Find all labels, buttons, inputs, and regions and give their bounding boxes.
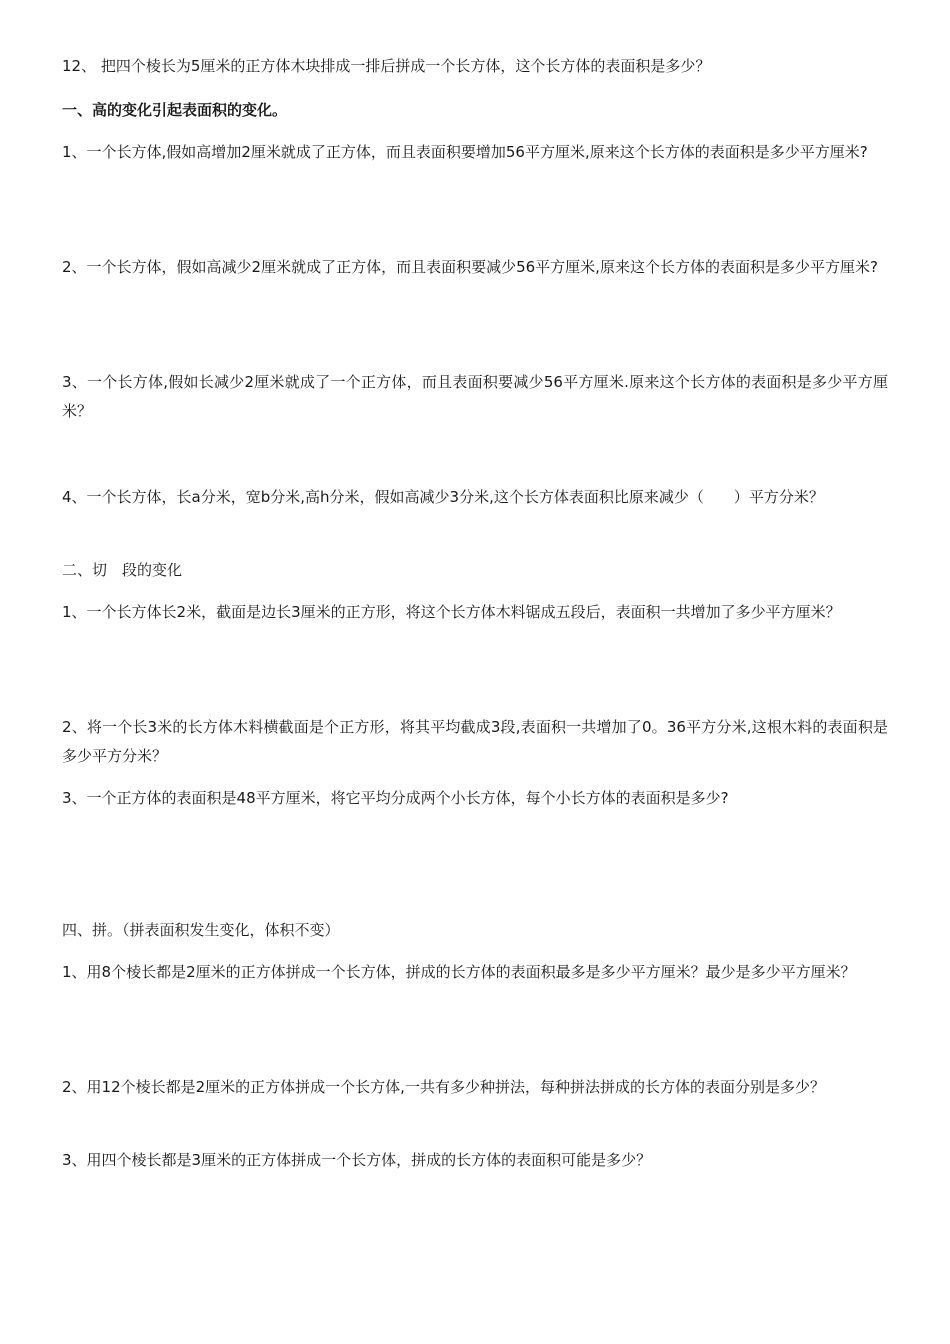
problem-height-1: 1、一个长方体,假如高增加2厘米就成了正方体，而且表面积要增加56平方厘米,原来这个长方体的表面积是多少平方厘米? bbox=[62, 143, 868, 161]
section-heading-height-change: 一、高的变化引起表面积的变化。 bbox=[62, 101, 288, 119]
section-heading-cut: 二、切 段的变化 bbox=[62, 561, 183, 579]
problem-join-1: 1、用8个棱长都是2厘米的正方体拼成一个长方体，拼成的长方体的表面积最多是多少平方厘米？最少是多少平方厘米？ bbox=[62, 963, 856, 981]
problem-join-3: 3、用四个棱长都是3厘米的正方体拼成一个长方体，拼成的长方体的表面积可能是多少？ bbox=[62, 1151, 652, 1169]
section-heading-join: 四、拼。（拼表面积发生变化，体积不变） bbox=[62, 921, 340, 939]
problem-height-2: 2、一个长方体，假如高减少2厘米就成了正方体，而且表面积要减少56平方厘米,原来这个长方体的表面积是多少平方厘米? bbox=[62, 258, 878, 276]
problem-cut-2: 2、将一个长3米的长方体木料横截面是个正方形，将其平均截成3段,表面积一共增加了0。36平方分米,这根木料的表面积是多少平方分米？ bbox=[62, 718, 888, 765]
problem-cut-1: 1、一个长方体长2米，截面是边长3厘米的正方形，将这个长方体木料锯成五段后，表面积一共增加了多少平方厘米？ bbox=[62, 603, 841, 621]
problem-height-3: 3、一个长方体,假如长减少2厘米就成了一个正方体，而且表面积要减少56平方厘米.原来这个长方体的表面积是多少平方厘米？ bbox=[62, 373, 888, 420]
problem-height-4: 4、一个长方体，长a分米，宽b分米,高h分米，假如高减少3分米,这个长方体表面积比原来减少（ ）平方分米？ bbox=[62, 488, 824, 506]
problem-cut-3: 3、一个正方体的表面积是48平方厘米，将它平均分成两个小长方体，每个小长方体的表面积是多少? bbox=[62, 789, 729, 807]
problem-join-2: 2、用12个棱长都是2厘米的正方体拼成一个长方体,一共有多少种拼法，每种拼法拼成的长方体的表面分别是多少？ bbox=[62, 1078, 825, 1096]
problem-12: 12、 把四个棱长为5厘米的正方体木块排成一排后拼成一个长方体，这个长方体的表面积是多少？ bbox=[62, 57, 711, 75]
